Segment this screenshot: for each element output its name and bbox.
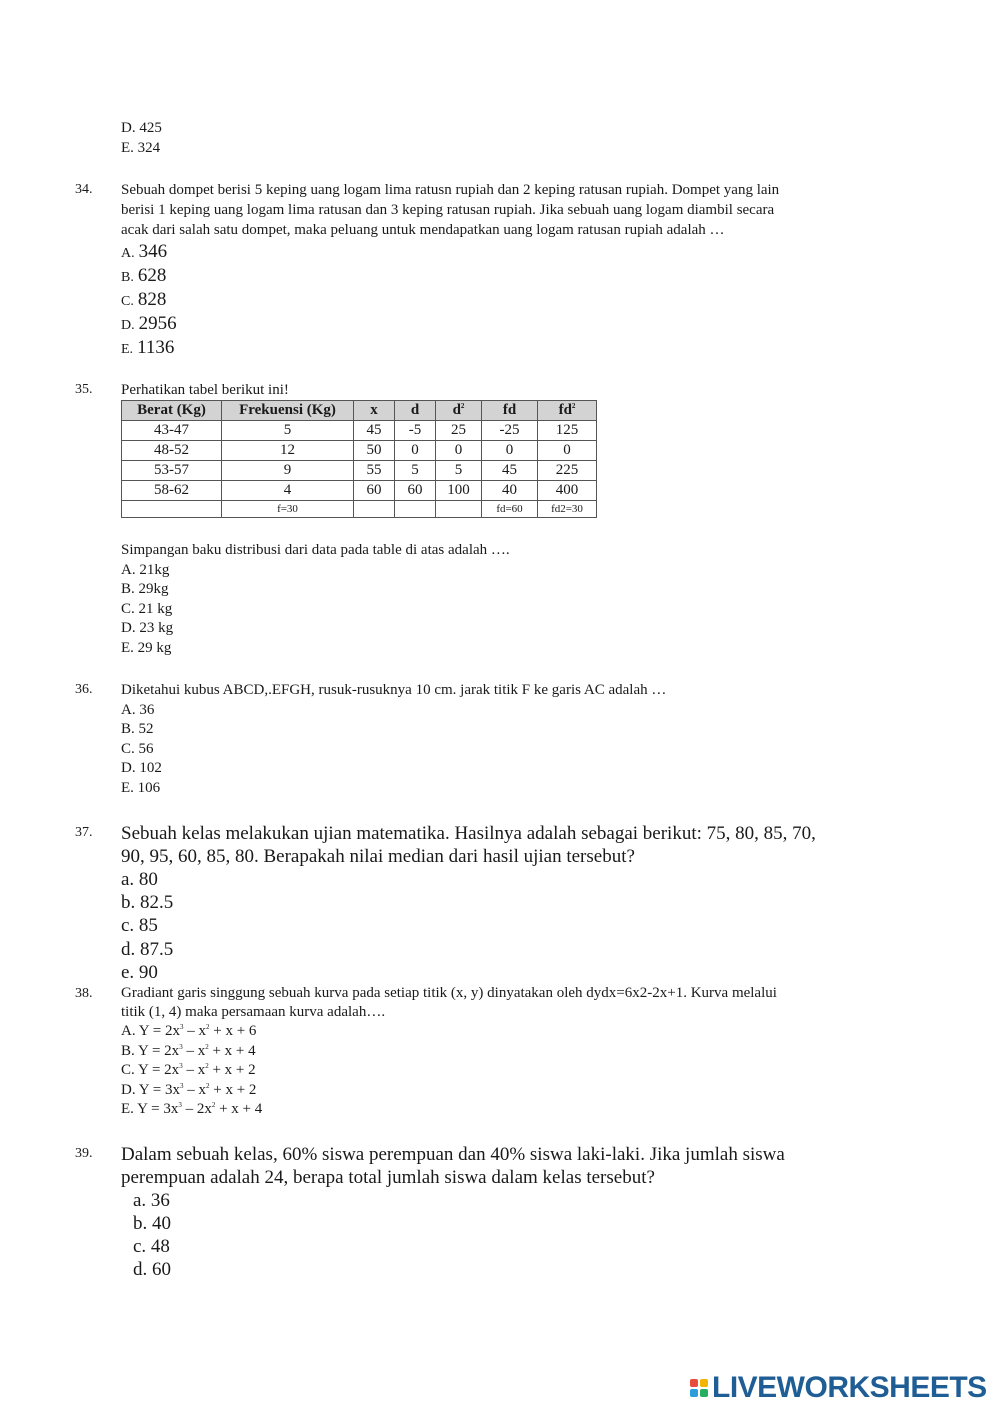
equation-part: C. Y = 2x — [121, 1062, 180, 1078]
table-cell: 0 — [538, 441, 597, 461]
equation-part: A. Y = 2x — [121, 1023, 181, 1039]
superscript: 2 — [205, 1043, 209, 1051]
table-cell: 400 — [538, 481, 597, 501]
superscript: 3 — [180, 1023, 184, 1031]
column-header: Frekuensi (Kg) — [222, 401, 354, 421]
question-number: 38. — [75, 986, 93, 1001]
answer-option-c[interactable]: C. 21 kg — [121, 601, 173, 617]
option-value: 828 — [137, 289, 167, 310]
question-text-line: Dalam sebuah kelas, 60% siswa perempuan dan 40% siswa laki-laki. Jika jumlah siswa — [121, 1144, 785, 1165]
answer-option-c[interactable]: c. 48 — [133, 1236, 170, 1257]
question-text: Simpangan baku distribusi dari data pada table di atas adalah …. — [121, 542, 510, 558]
logo-square — [700, 1379, 708, 1387]
option-letter: D. — [121, 318, 135, 333]
table-totals-row — [122, 501, 597, 518]
option-value: 346 — [138, 241, 168, 262]
table-cell: 45 — [482, 461, 538, 481]
table-row — [122, 441, 597, 461]
table-cell: fd2=30 — [538, 501, 597, 518]
answer-option-b[interactable]: B. 29kg — [121, 581, 169, 597]
question-number: 39. — [75, 1146, 93, 1161]
question-text-line: perempuan adalah 24, berapa total jumlah siswa dalam kelas tersebut? — [121, 1167, 655, 1188]
liveworksheets-logo — [690, 1372, 987, 1404]
table-cell: 53-57 — [122, 461, 222, 481]
table-cell: 0 — [436, 441, 482, 461]
question-text-line: 90, 95, 60, 85, 80. Berapakah nilai median dari hasil ujian tersebut? — [121, 846, 635, 867]
table-cell: 58-62 — [122, 481, 222, 501]
answer-option-c[interactable]: C. 56 — [121, 741, 154, 757]
superscript: 2 — [206, 1082, 210, 1090]
question-number: 37. — [75, 825, 93, 840]
column-header: fd — [482, 401, 538, 421]
table-cell — [354, 501, 395, 518]
table-cell: 5 — [222, 421, 354, 441]
table-cell: 50 — [354, 441, 395, 461]
option-letter: E. — [121, 342, 134, 357]
answer-option-d[interactable]: D. 102 — [121, 760, 162, 776]
table-row — [122, 461, 597, 481]
logo-icon — [690, 1379, 708, 1397]
equation-part: – 2x — [181, 1101, 212, 1117]
question-text-line: acak dari salah satu dompet, maka peluang untuk mendapatkan uang logam ratusan rupiah adalah … — [121, 222, 725, 238]
answer-option-a[interactable]: A. 21kg — [121, 562, 170, 578]
answer-option-a[interactable]: a. 36 — [133, 1190, 170, 1211]
column-header: Berat (Kg) — [122, 401, 222, 421]
equation-part: D. Y = 3x — [121, 1082, 181, 1098]
table-cell: 5 — [436, 461, 482, 481]
superscript: 2 — [205, 1062, 209, 1070]
table-cell: 225 — [538, 461, 597, 481]
option-value: 1136 — [137, 337, 175, 358]
table-header-row — [122, 401, 597, 421]
column-header-d-squared — [436, 401, 482, 421]
answer-option-c[interactable] — [121, 290, 166, 309]
table-cell: 9 — [222, 461, 354, 481]
logo-square — [700, 1389, 708, 1397]
equation-part: + x + 4 — [208, 1043, 256, 1059]
column-header: d — [395, 401, 436, 421]
logo-square — [690, 1379, 698, 1387]
option-value: 628 — [137, 265, 167, 286]
table-cell — [395, 501, 436, 518]
answer-option-d[interactable] — [121, 314, 177, 333]
table-cell: fd=60 — [482, 501, 538, 518]
table-cell: 5 — [395, 461, 436, 481]
answer-option-d[interactable]: d. 60 — [133, 1259, 171, 1280]
option-letter: A. — [121, 246, 135, 261]
question-number: 34. — [75, 182, 93, 197]
superscript: 2 — [206, 1023, 210, 1031]
table-cell: 60 — [395, 481, 436, 501]
option-letter: B. — [121, 270, 134, 285]
table-cell: f=30 — [222, 501, 354, 518]
answer-option-d[interactable] — [121, 1083, 256, 1098]
header-label: fd — [558, 402, 572, 418]
answer-option-a[interactable]: a. 80 — [121, 869, 158, 890]
logo-square — [690, 1389, 698, 1397]
answer-option-e[interactable]: E. 106 — [121, 780, 161, 796]
logo-text: LIVEWORKSHEETS — [712, 1371, 987, 1404]
equation-part: – x — [183, 1082, 207, 1098]
question-text-line: titik (1, 4) maka persamaan kurva adalah…. — [121, 1004, 386, 1020]
superscript: 2 — [571, 402, 576, 410]
answer-option-b[interactable]: b. 82.5 — [121, 892, 174, 913]
equation-part: + x + 2 — [208, 1062, 256, 1078]
answer-option-a[interactable] — [121, 1024, 256, 1039]
superscript: 3 — [178, 1101, 182, 1109]
equation-part: – x — [182, 1043, 206, 1059]
answer-option-e[interactable] — [121, 338, 174, 357]
answer-option-b[interactable] — [121, 1044, 256, 1059]
table-cell — [122, 501, 222, 518]
question-text-line: Sebuah dompet berisi 5 keping uang logam lima ratusn rupiah dan 2 keping ratusan rupiah. Dompet yang lain — [121, 182, 780, 198]
option-letter: C. — [121, 294, 134, 309]
answer-option-e[interactable]: E. 29 kg — [121, 640, 172, 656]
option-value: 2956 — [138, 313, 177, 334]
frequency-table — [121, 400, 597, 518]
table-cell: 4 — [222, 481, 354, 501]
table-cell: 60 — [354, 481, 395, 501]
table-cell: 0 — [395, 441, 436, 461]
answer-option-d[interactable]: D. 23 kg — [121, 620, 174, 636]
equation-part: – x — [183, 1023, 207, 1039]
question-text-line: Gradiant garis singgung sebuah kurva pada setiap titik (x, y) dinyatakan oleh dydx=6x2-2x+1. Kurva melalui — [121, 985, 777, 1001]
answer-option-b[interactable] — [121, 266, 166, 285]
header-label: d — [452, 402, 461, 418]
answer-option-d[interactable]: d. 87.5 — [121, 939, 174, 960]
question-text-line: berisi 1 keping uang logam lima ratusan dan 3 keping ratusan rupiah. Jika sebuah uang logam diambil secara — [121, 202, 775, 218]
table-cell: 100 — [436, 481, 482, 501]
table-cell: 125 — [538, 421, 597, 441]
equation-part: + x + 6 — [209, 1023, 257, 1039]
column-header: x — [354, 401, 395, 421]
table-cell: 0 — [482, 441, 538, 461]
superscript: 3 — [179, 1043, 183, 1051]
answer-option-a[interactable]: A. 36 — [121, 702, 155, 718]
table-row — [122, 421, 597, 441]
table-cell: 48-52 — [122, 441, 222, 461]
prev-option-d: D. 425 — [121, 120, 162, 136]
table-cell: -5 — [395, 421, 436, 441]
answer-option-a[interactable] — [121, 242, 167, 261]
answer-option-e[interactable] — [121, 1102, 262, 1117]
answer-option-b[interactable]: b. 40 — [133, 1213, 171, 1234]
table-cell: 12 — [222, 441, 354, 461]
table-cell: 45 — [354, 421, 395, 441]
answer-option-b[interactable]: B. 52 — [121, 721, 154, 737]
equation-part: – x — [182, 1062, 206, 1078]
superscript: 2 — [460, 402, 465, 410]
equation-part: + x + 2 — [209, 1082, 257, 1098]
prev-option-e: E. 324 — [121, 140, 161, 156]
question-number: 36. — [75, 682, 93, 697]
question-intro: Perhatikan tabel berikut ini! — [121, 382, 289, 398]
superscript: 3 — [179, 1062, 183, 1070]
question-text-line: Sebuah kelas melakukan ujian matematika. Hasilnya adalah sebagai berikut: 75, 80, 85, 70, — [121, 823, 816, 844]
answer-option-c[interactable]: c. 85 — [121, 915, 158, 936]
table-cell: 55 — [354, 461, 395, 481]
equation-part: E. Y = 3x — [121, 1101, 179, 1117]
table-cell — [436, 501, 482, 518]
table-cell: 43-47 — [122, 421, 222, 441]
table-row — [122, 481, 597, 501]
column-header-fd-squared — [538, 401, 597, 421]
question-number: 35. — [75, 382, 93, 397]
superscript: 2 — [211, 1101, 216, 1109]
answer-option-c[interactable] — [121, 1063, 256, 1078]
table-cell: 40 — [482, 481, 538, 501]
superscript: 3 — [180, 1082, 184, 1090]
equation-part: + x + 4 — [215, 1101, 263, 1117]
question-text: Diketahui kubus ABCD,.EFGH, rusuk-rusuknya 10 cm. jarak titik F ke garis AC adalah … — [121, 682, 667, 698]
table-cell: 25 — [436, 421, 482, 441]
table-cell: -25 — [482, 421, 538, 441]
equation-part: B. Y = 2x — [121, 1043, 180, 1059]
answer-option-e[interactable]: e. 90 — [121, 962, 158, 983]
